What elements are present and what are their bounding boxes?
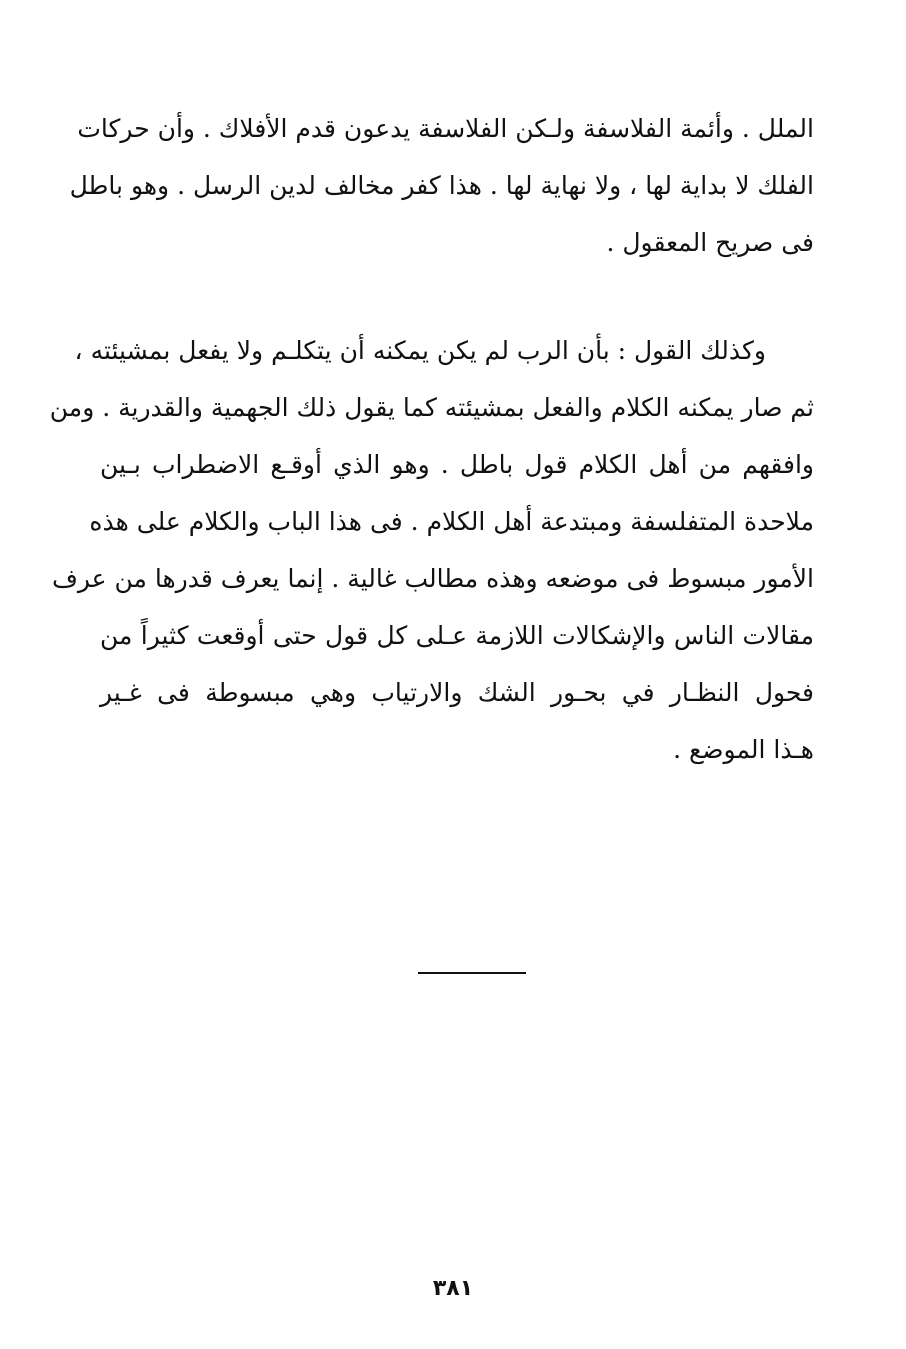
text-line: ملاحدة المتفلسفة ومبتدعة أهل الكلام . فى هذا الباب والكلام على هذه bbox=[89, 507, 814, 536]
paragraph-1 bbox=[69, 100, 814, 271]
text-line: فى صريح المعقول . bbox=[606, 228, 814, 257]
text-line: الفلك لا بداية لها ، ولا نهاية لها . هذا كفر مخالف لدين الرسل . وهو باطل bbox=[69, 171, 814, 200]
paragraph-2 bbox=[49, 322, 814, 778]
text-line: هـذا الموضع . bbox=[673, 735, 814, 764]
text-line: مقالات الناس والإشكالات اللازمة عـلى كل قول حتى أوقعت كثيراً من bbox=[100, 621, 814, 650]
text-line: ثم صار يمكنه الكلام والفعل بمشيئته كما يقول ذلك الجهمية والقدرية . ومن bbox=[49, 393, 814, 422]
page-number: ٣٨١ bbox=[432, 1276, 474, 1301]
text-line: فحول النظـار في بحـور الشك والارتياب وهي مبسوطة فى غـير bbox=[100, 678, 814, 707]
text-line: الملل . وأئمة الفلاسفة ولـكن الفلاسفة يدعون قدم الأفلاك . وأن حركات bbox=[77, 114, 814, 143]
text-line: وكذلك القول : بأن الرب لم يكن يمكنه أن يتكلـم ولا يفعل بمشيئته ، bbox=[74, 336, 766, 365]
section-divider bbox=[418, 972, 526, 974]
text-line: الأمور مبسوط فى موضعه وهذه مطالب غالية . إنما يعرف قدرها من عرف bbox=[51, 564, 814, 593]
text-line: وافقهم من أهل الكلام قول باطل . وهو الذي أوقـع الاضطراب بـين bbox=[100, 450, 814, 479]
